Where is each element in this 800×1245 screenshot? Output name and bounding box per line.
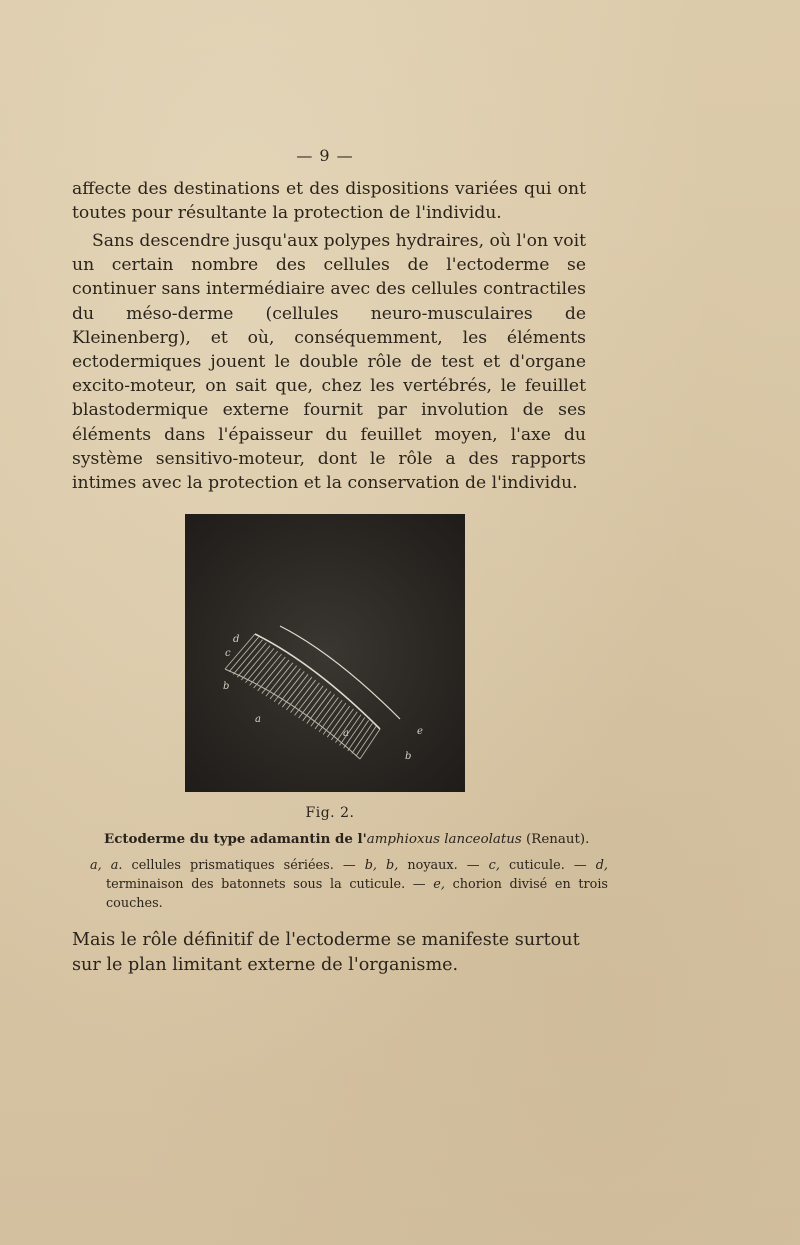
caption-start: Ectoderme du type adamantin de l' xyxy=(104,831,367,847)
legend-text: chorion divisé en trois couches. xyxy=(106,877,608,911)
legend-key: a, a. xyxy=(90,858,123,873)
figure-letter-label: e xyxy=(417,726,423,737)
figure-letter-label: c xyxy=(225,648,231,659)
legend-text: cuticule. — xyxy=(499,858,596,873)
figure-label: Fig. 2. xyxy=(305,805,355,821)
legend-key: c, xyxy=(488,858,500,873)
paragraph: affecte des destinations et des dispositions variées qui ont toutes pour résultante la protection de l'individu. xyxy=(72,179,586,224)
legend-text: noyaux. — xyxy=(398,858,489,873)
legend-key: b, b, xyxy=(364,858,399,873)
paragraph: Sans descendre jusqu'aux polypes hydraires, où l'on voit un certain nombre des cellules de l'ectoderme se continuer sans intermédiaire avec des cellules contractiles du méso-derme (cellules neuro-musculaires de Kleinenberg), et où, conséquemment, les éléments ectodermiques jouent le double rôle de test et d'organe excito-moteur, on sait que, chez les vertébrés, le feuillet blastodermique externe fournit par involution de ses éléments dans l'épaisseur du feuillet moyen, l'axe du système sensitivo-moteur, dont le rôle a des rapports intimes avec la protection et la conservation de l'individu. xyxy=(72,231,586,494)
figure-letter-label: a xyxy=(343,728,349,739)
figure-legend xyxy=(90,856,608,913)
paragraph: Mais le rôle définitif de l'ectoderme se manifeste surtout sur le plan limitant externe de l'organisme. xyxy=(72,930,580,975)
figure-letter-label: a xyxy=(255,714,261,725)
figure-letter-label: d xyxy=(233,634,240,645)
figure-caption xyxy=(104,830,604,849)
caption-species: amphioxus lanceolatus xyxy=(366,832,522,847)
figure-letter-label: b xyxy=(405,751,412,762)
legend-key: d, xyxy=(595,858,608,873)
legend-text: terminaison des batonnets sous la cuticule. — xyxy=(106,877,434,892)
legend-text: cellules prismatiques sériées. — xyxy=(122,858,365,873)
legend-key: e, xyxy=(433,877,445,892)
page-number: — 9 — xyxy=(296,146,354,165)
figure-illustration xyxy=(185,514,465,792)
figure-letter-label: b xyxy=(223,681,230,692)
ectoderm-engraving xyxy=(185,514,465,792)
caption-end: (Renaut). xyxy=(521,832,590,847)
